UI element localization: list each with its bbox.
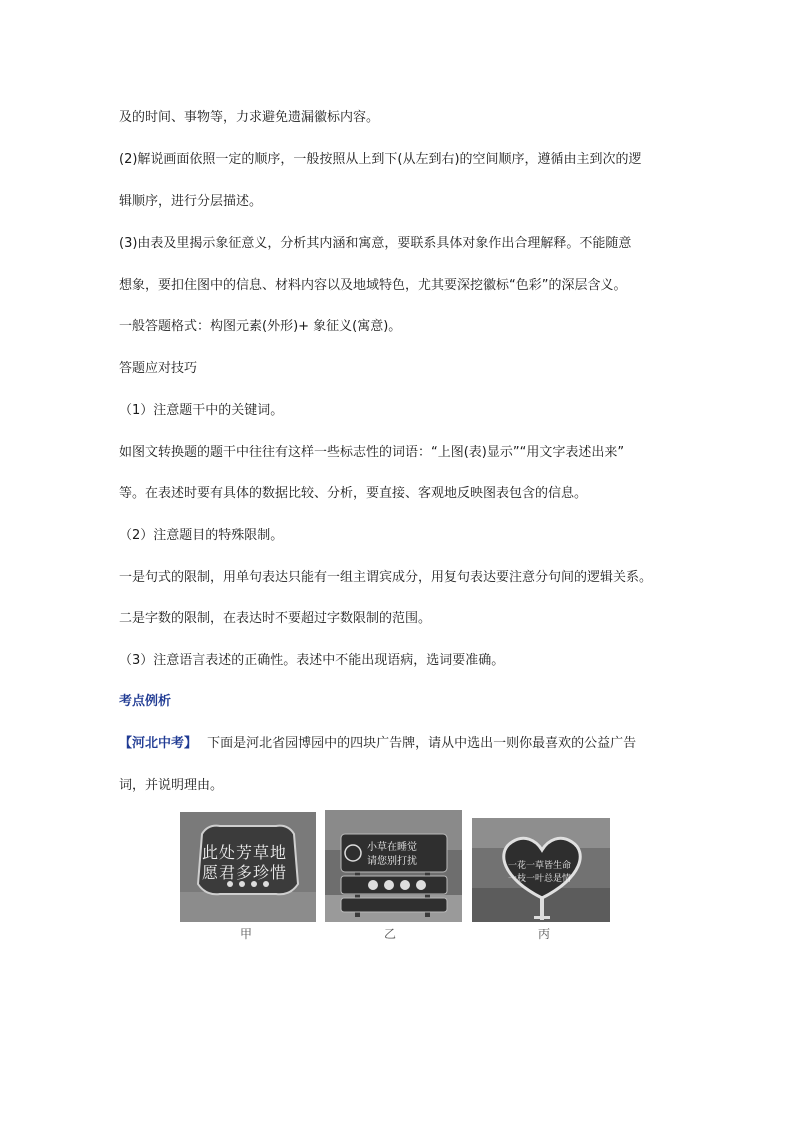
caption-b: 乙 (384, 927, 397, 941)
paragraph: （2）注意题目的特殊限制。 (119, 528, 284, 543)
paragraph: 一是句式的限制，用单句表达只能有一组主谓宾成分，用复句表达要注意分句间的逻辑关系。 (119, 570, 653, 585)
paragraph: 等。在表述时要有具体的数据比较、分析，要直接、客观地反映图表包含的信息。 (119, 486, 588, 501)
sign-c-line2: 一枝一叶总是情 (508, 874, 572, 884)
caption-a: 甲 (240, 927, 253, 941)
source-tag: 【河北中考】 (119, 736, 198, 751)
section-title: 考点例析 (119, 694, 172, 709)
paragraph: 辑顺序，进行分层描述。 (119, 194, 263, 209)
example-question (119, 736, 636, 752)
sign-a-line1: 此处芳草地 (202, 843, 288, 862)
question-text: 下面是河北省园博园中的四块广告牌，请从中选出一则你最喜欢的公益广告 (207, 736, 637, 751)
sign-photo-c (472, 818, 610, 922)
paragraph: 想象，要扣住图中的信息、材料内容以及地域特色，尤其要深挖徽标“色彩”的深层含义。 (119, 278, 627, 293)
paragraph: 二是字数的限制，在表达时不要超过字数限制的范围。 (119, 611, 432, 626)
caption-c: 丙 (538, 927, 551, 941)
sign-photo-b (325, 810, 462, 922)
subheading: 答题应对技巧 (119, 361, 198, 376)
paragraph: 及的时间、事物等，力求避免遗漏徽标内容。 (119, 110, 380, 125)
paragraph: 词，并说明理由。 (119, 778, 224, 793)
sign-c-line1: 一花一草皆生命 (508, 861, 572, 871)
paragraph: (3)由表及里揭示象征意义，分析其内涵和寓意，要联系具体对象作出合理解释。不能随意 (119, 236, 632, 251)
paragraph: （3）注意语言表述的正确性。表述中不能出现语病，选词要准确。 (119, 653, 505, 668)
paragraph: （1）注意题干中的关键词。 (119, 403, 284, 418)
paragraph: 如图文转换题的题干中往往有这样一些标志性的词语：“上图(表)显示”“用文字表述出来” (119, 445, 625, 460)
sign-a-line2: 愿君多珍惜 (202, 863, 288, 882)
sign-b-line2: 请您别打扰 (367, 856, 417, 867)
sign-b-line1: 小草在睡觉 (367, 842, 417, 853)
sign-photo-a (180, 812, 316, 922)
paragraph: (2)解说画面依照一定的顺序，一般按照从上到下(从左到右)的空间顺序，遵循由主到次的逻 (119, 152, 642, 167)
paragraph: 一般答题格式：构图元素(外形)+ 象征义(寓意)。 (119, 319, 402, 334)
